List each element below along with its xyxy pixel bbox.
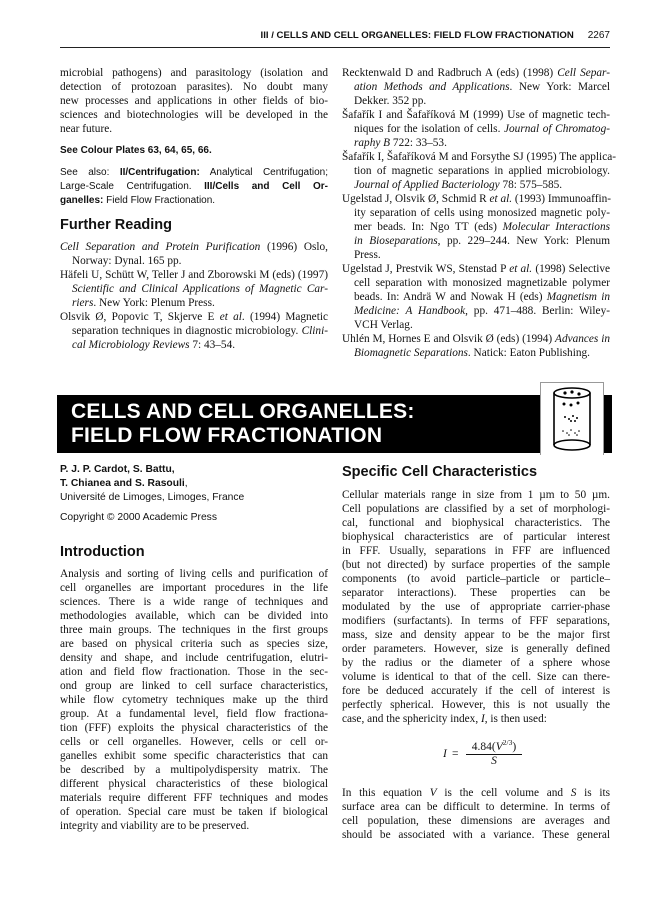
- text-segment: Cellular materials range in size from 1 µm to 50 µm.: [342, 489, 610, 501]
- text-segment: cells or cell organelles. However, cells or cell or-: [60, 736, 328, 748]
- text-segment: volume is identical to that of the cell. Size can there-: [342, 671, 610, 683]
- text-line: [342, 488, 610, 502]
- text-line: [342, 586, 610, 600]
- text-line: [60, 66, 328, 80]
- text-segment: ganelles exhibit some specific characteristics that can: [60, 750, 328, 762]
- text-line: [60, 338, 328, 352]
- text-segment: three main groups. The techniques in the first groups: [60, 624, 328, 636]
- text-line: [60, 819, 328, 833]
- text-segment: case, and the sphericity index,: [342, 713, 481, 725]
- text-line: [342, 108, 610, 122]
- text-segment: . Natick: Eaton Publishing.: [467, 347, 590, 359]
- reference-entry: [60, 268, 328, 310]
- text-line: [342, 136, 610, 150]
- text-segment: ond group are linked to cell surface characteristics,: [60, 680, 328, 692]
- text-line: [342, 628, 610, 642]
- text-segment: modulated by the use of appropriate carrier-phase: [342, 601, 610, 613]
- text-line: [342, 164, 610, 178]
- text-segment: et al.: [489, 193, 513, 205]
- text-line: [342, 670, 610, 684]
- reference-list-right: [342, 66, 616, 360]
- text-line: [60, 693, 328, 707]
- text-segment: et al: [219, 311, 242, 323]
- text-segment: beads. In: Andrä W and Nowak H (eds): [354, 291, 547, 303]
- see-also: [60, 166, 328, 208]
- text-segment: cell population, these dimensions are averages and: [342, 815, 610, 827]
- article-title-banner: [57, 395, 612, 453]
- text-segment: Häfeli U, Schütt W, Teller J and Zborowski M (eds) (1997): [60, 269, 328, 281]
- text-segment: in FFF. Usually, separations in FFF are influenced: [342, 545, 610, 557]
- reference-entry: [342, 108, 610, 150]
- page-number: 2267: [587, 30, 610, 41]
- text-line: [342, 150, 616, 164]
- text-line: [342, 698, 610, 712]
- text-line: [342, 642, 610, 656]
- text-segment: Šafařík I and Šafaříková M (1999) Use of magnetic tech-: [342, 109, 610, 121]
- text-segment: , pp. 471–488. Berlin: Wiley-: [465, 305, 610, 317]
- text-segment: is the cell volume and: [436, 787, 571, 799]
- reference-entry: [342, 262, 610, 332]
- text-line: [60, 665, 328, 679]
- text-line: [342, 66, 610, 80]
- text-line: [342, 178, 610, 192]
- text-segment: Ugelstad J, Prestvik WS, Stenstad P: [342, 263, 510, 275]
- article-title-line-2: FIELD FLOW FRACTIONATION: [71, 424, 383, 447]
- text-segment: III/Cells and Cell Or-: [204, 181, 328, 192]
- text-line: [60, 122, 328, 136]
- text-line: [60, 324, 328, 338]
- text-line: [342, 262, 610, 276]
- text-segment: , pp. 229–244. New York: Plenum: [437, 235, 610, 247]
- numerator-exponent: 2/3: [502, 738, 513, 747]
- introduction-heading: Introduction: [60, 544, 145, 560]
- text-line: [60, 254, 328, 268]
- text-segment: Dekker. 352 pp.: [354, 95, 427, 107]
- text-segment: of operation. Special care must be taken if biological: [60, 806, 328, 818]
- text-segment: detection of protozoan parasites). No doubt many: [60, 81, 328, 93]
- text-segment: 7: 43–54.: [189, 339, 236, 351]
- text-line: [342, 346, 610, 360]
- text-segment: sciences. There is a wide range of techniques and: [60, 596, 328, 608]
- text-segment: cell separation with monosized magnetizable polymer: [354, 277, 610, 289]
- text-line: [342, 516, 610, 530]
- text-segment: sciences and biotechnologies will be developed in the: [60, 109, 328, 121]
- article-right-column: [342, 463, 610, 842]
- text-line: [342, 276, 610, 290]
- further-reading-heading: Further Reading: [60, 217, 172, 233]
- text-segment: ation Methods and Applications: [354, 81, 510, 93]
- text-segment: Biomagnetic Separations: [354, 347, 468, 359]
- text-segment: perfectly spherical. However, this is not usually the: [342, 699, 610, 711]
- text-segment: Cell Separ-: [557, 67, 610, 79]
- text-segment: Scientific and Clinical Applications of Magnetic Car-: [72, 283, 328, 295]
- text-segment: S: [570, 787, 577, 799]
- text-line: [60, 637, 328, 651]
- text-line: [342, 786, 610, 800]
- text-segment: separation techniques in diagnostic microbiology.: [72, 325, 302, 337]
- text-line: [342, 814, 610, 828]
- text-segment: V: [429, 787, 437, 799]
- text-line: [60, 80, 328, 94]
- copyright: Copyright © 2000 Academic Press: [60, 512, 217, 523]
- text-line: [60, 777, 328, 791]
- text-line: [60, 567, 328, 581]
- reference-entry: [342, 192, 610, 262]
- text-line: [60, 581, 328, 595]
- text-line: [60, 310, 328, 324]
- text-segment: microbial pathogens) and parasitology (isolation and: [60, 67, 328, 79]
- text-segment: are based on physical criteria such as species size,: [60, 638, 328, 650]
- text-segment: Cell populations are classified by a set of morphologi-: [342, 503, 610, 515]
- text-segment: Molecular Interactions: [502, 221, 610, 233]
- text-segment: tion (FFF) exploits the physical characteristics of the: [60, 722, 328, 734]
- text-segment: tion of magnetic separations in applied microbiology.: [354, 165, 610, 177]
- text-line: [342, 290, 610, 304]
- numerator-variable: V: [495, 740, 503, 753]
- text-segment: Field Flow Fractionation.: [103, 195, 216, 206]
- text-segment: cell organelles are important procedures in the life: [60, 582, 328, 594]
- text-line: [60, 735, 328, 749]
- text-segment: Analytical Centrifugation;: [199, 167, 328, 178]
- text-segment: in Bioseparations: [354, 235, 438, 247]
- text-segment: biophysical characteristics are of particular interest: [342, 531, 610, 543]
- text-segment: (1996) Oslo,: [260, 241, 328, 253]
- text-segment: Cell Separation and Protein Purification: [60, 241, 261, 253]
- text-line: [342, 234, 610, 248]
- text-segment: (1998) Selective: [532, 263, 611, 275]
- text-segment: while flow cytometry techniques make up the third: [60, 694, 328, 706]
- equation-lhs: I: [443, 748, 447, 760]
- specific-paragraph-1: [342, 488, 610, 726]
- text-line: [342, 332, 610, 346]
- text-segment: . (1994) Magnetic: [241, 311, 328, 323]
- reference-entry: [342, 150, 616, 192]
- text-segment: et al.: [509, 263, 533, 275]
- text-segment: II/Centrifugation:: [119, 167, 200, 178]
- text-segment: materials require different FFF techniques and modes: [60, 792, 328, 804]
- numerator-coefficient: 4.84(: [471, 740, 496, 753]
- text-line: [342, 122, 610, 136]
- text-line: [60, 282, 328, 296]
- text-line: [60, 180, 328, 194]
- text-line: [342, 304, 610, 318]
- text-segment: fore be deduced accurately if the cell of interest is: [342, 685, 610, 697]
- text-line: [342, 248, 610, 262]
- text-segment: ganelles:: [60, 195, 104, 206]
- text-line: [60, 749, 328, 763]
- text-segment: Advances in: [555, 333, 610, 345]
- text-segment: near future.: [60, 123, 113, 135]
- text-segment: ity separation of cells using monosized magnetic poly-: [354, 207, 610, 219]
- text-segment: cal Microbiology Reviews: [72, 339, 190, 351]
- text-line: [60, 296, 328, 310]
- introduction-paragraph: [60, 567, 328, 833]
- text-segment: Šafařík I, Šafaříková M and Forsythe SJ (1995) The applica-: [342, 151, 616, 163]
- text-segment: methodologies available, which can be divided into: [60, 610, 328, 622]
- article-left-column: [60, 463, 328, 833]
- text-segment: raphy B: [354, 137, 391, 149]
- text-segment: new processes and applications in other fields of bio-: [60, 95, 328, 107]
- text-line: [342, 600, 610, 614]
- authors-line-1: P. J. P. Cardot, S. Battu,: [60, 464, 175, 475]
- specific-cell-characteristics-heading: Specific Cell Characteristics: [342, 464, 538, 480]
- running-header: [60, 30, 610, 48]
- text-line: [342, 712, 610, 726]
- text-segment: (but not directed) by surface properties of the sample: [342, 559, 610, 571]
- numerator-close: ): [512, 740, 517, 753]
- text-segment: mer beads. In: Ngo TT (eds): [354, 221, 503, 233]
- text-line: [342, 558, 610, 572]
- text-segment: group. At a fundamental level, field flow fractiona-: [60, 708, 328, 720]
- text-segment: Press.: [354, 249, 381, 261]
- text-line: [342, 192, 610, 206]
- text-line: [342, 502, 610, 516]
- previous-article-right-column: [342, 66, 616, 360]
- text-segment: Olsvik Ø, Popovic T, Skjerve E: [60, 311, 220, 323]
- text-line: [342, 94, 610, 108]
- reference-entry: [60, 240, 328, 268]
- reference-entry: [342, 332, 610, 360]
- text-line: [60, 108, 328, 122]
- sphericity-equation: [342, 736, 610, 778]
- text-segment: density and shape, and include centrifugation, elutri-: [60, 652, 328, 664]
- text-segment: Journal of Applied Bacteriology: [354, 179, 500, 191]
- text-segment: modifiers (surfactants). In terms of FFF separations,: [342, 615, 610, 627]
- equation-numerator: [466, 738, 522, 755]
- text-segment: separator interactions). These properties can be: [342, 587, 610, 599]
- text-line: [60, 805, 328, 819]
- text-segment: order parameters. However, size is generally defined: [342, 643, 610, 655]
- equation-equals: =: [452, 748, 459, 760]
- text-line: [342, 684, 610, 698]
- author-block: P. J. P. Cardot, S. Battu, T. Chianea and S. Rasouli, Université de Limoges, Limoges, France Copyright © 2000 Academic Press: [60, 463, 328, 525]
- text-segment: Recktenwald D and Radbruch A (eds) (1998): [342, 67, 558, 79]
- text-segment: by the radius or the diameter of a sphere whose: [342, 657, 610, 669]
- authors-line-2: T. Chianea and S. Rasouli: [60, 478, 185, 489]
- text-line: [60, 609, 328, 623]
- text-line: [342, 828, 610, 842]
- text-segment: See also:: [60, 167, 120, 178]
- reference-entry: [60, 310, 328, 352]
- text-line: [60, 166, 328, 180]
- text-segment: should be associated with a variance. These general: [342, 829, 610, 841]
- text-segment: , is then used:: [484, 713, 547, 725]
- text-segment: components (to avoid particle–particle or particle–: [342, 573, 610, 585]
- text-segment: . New York: Plenum Press.: [93, 297, 215, 309]
- text-segment: different physical characteristics of these biological: [60, 778, 328, 790]
- text-segment: riers: [72, 297, 94, 309]
- text-line: [60, 707, 328, 721]
- text-line: [60, 268, 328, 282]
- text-line: [342, 800, 610, 814]
- text-segment: (1993) Immunoaffin-: [512, 193, 612, 205]
- text-segment: . New York: Marcel: [509, 81, 610, 93]
- text-line: [60, 623, 328, 637]
- text-line: [60, 791, 328, 805]
- affiliation: Université de Limoges, Limoges, France: [60, 492, 245, 503]
- text-segment: 78: 575–585.: [499, 179, 563, 191]
- text-line: [342, 530, 610, 544]
- text-segment: surface area can be difficult to determine. In terms of: [342, 801, 610, 813]
- text-segment: 722: 33–53.: [390, 137, 447, 149]
- text-segment: ation and field flow fractionation. Those in the sec-: [60, 666, 328, 678]
- text-segment: Norway: Dynal. 165 pp.: [72, 255, 182, 267]
- text-line: [60, 679, 328, 693]
- text-line: [342, 544, 610, 558]
- text-line: [60, 595, 328, 609]
- text-segment: Ugelstad J, Olsvik Ø, Schmid R: [342, 193, 490, 205]
- text-line: [342, 572, 610, 586]
- running-title: III / CELLS AND CELL ORGANELLES: FIELD FLOW FRACTIONATION: [260, 30, 574, 41]
- text-line: [342, 656, 610, 670]
- text-segment: Large-Scale Centrifugation.: [60, 181, 205, 192]
- text-segment: Uhlén M, Hornes E and Olsvik Ø (eds) (1994): [342, 333, 556, 345]
- text-segment: In this equation: [342, 787, 430, 799]
- reference-entry: [342, 66, 610, 108]
- text-segment: Clini-: [301, 325, 328, 337]
- text-line: [60, 763, 328, 777]
- text-segment: cal, functional and biophysical characteristics. The: [342, 517, 610, 529]
- text-segment: I: [480, 713, 485, 725]
- text-segment: Medicine: A Handbook: [354, 305, 466, 317]
- text-segment: Analysis and sorting of living cells and purification of: [60, 568, 328, 580]
- article-title-line-1: CELLS AND CELL ORGANELLES:: [71, 400, 415, 423]
- specific-paragraph-2: [342, 786, 610, 842]
- previous-article-left-column: [60, 66, 328, 352]
- text-line: [342, 318, 610, 332]
- see-colour-plates: See Colour Plates 63, 64, 65, 66.: [60, 145, 212, 156]
- equation-denominator: S: [491, 754, 497, 767]
- text-segment: mass, size and density appear to be the major first: [342, 629, 610, 641]
- text-line: [342, 206, 610, 220]
- text-line: [60, 194, 328, 208]
- text-segment: niques for the isolation of cells.: [354, 123, 505, 135]
- reference-list-left: [60, 240, 328, 352]
- text-segment: integrity and viability are to be preserved.: [60, 820, 250, 832]
- text-line: [60, 651, 328, 665]
- text-line: [342, 220, 610, 234]
- text-line: [342, 80, 610, 94]
- text-line: [60, 240, 328, 254]
- text-line: [342, 614, 610, 628]
- text-segment: be described by a multipolydispersity matrix. The: [60, 764, 328, 776]
- closing-paragraph: [60, 66, 328, 136]
- text-segment: VCH Verlag.: [354, 319, 413, 331]
- cylinder-cells-icon: [540, 382, 604, 455]
- text-segment: is its: [576, 787, 610, 799]
- text-segment: Journal of Chromatog-: [504, 123, 610, 135]
- text-line: [60, 94, 328, 108]
- text-line: [60, 721, 328, 735]
- text-segment: Magnetism in: [546, 291, 610, 303]
